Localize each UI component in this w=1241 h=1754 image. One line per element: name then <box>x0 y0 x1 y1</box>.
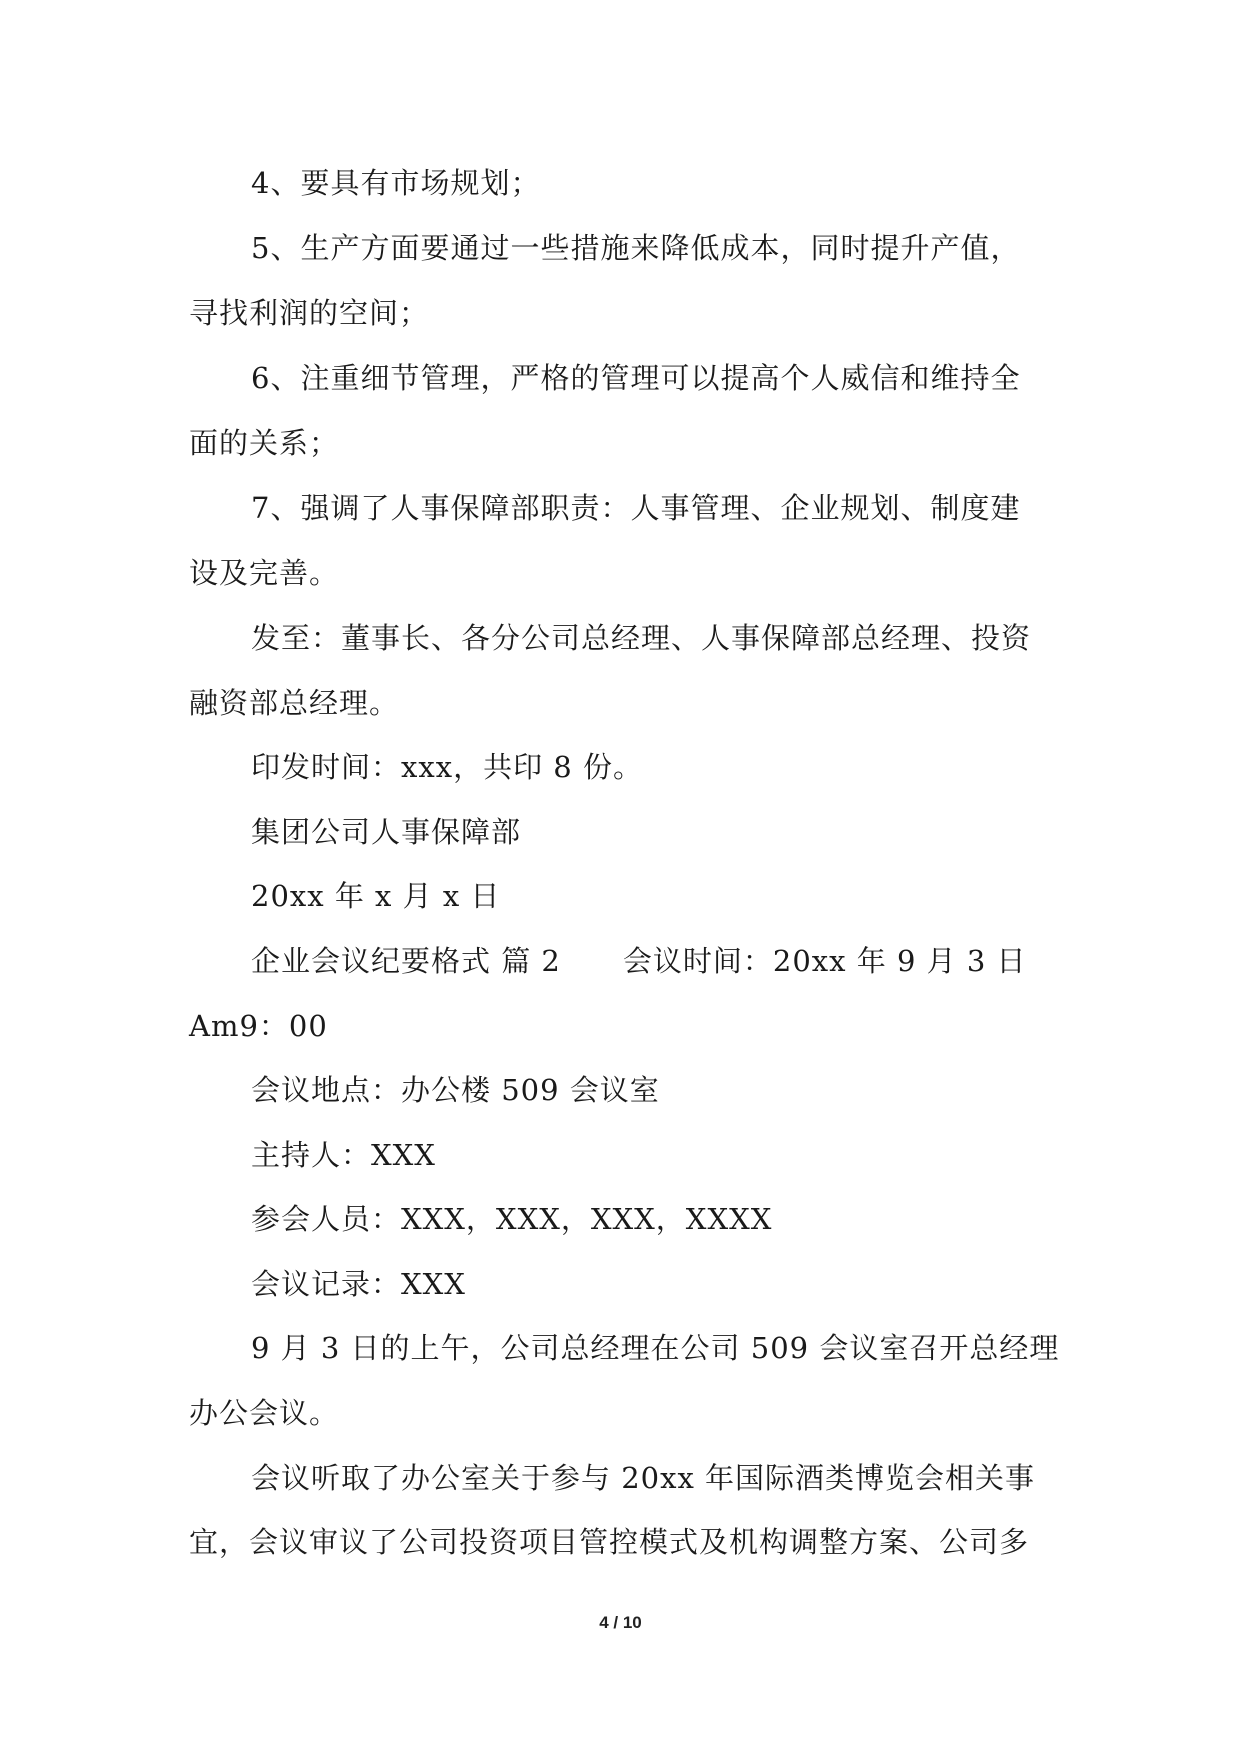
issue-date: 20xx 年 x 月 x 日 <box>251 879 501 913</box>
meeting-summary-cont: 办公会议。 <box>189 1396 340 1430</box>
distribution-line-cont: 融资部总经理。 <box>189 686 400 720</box>
print-info: 印发时间：xxx，共印 8 份。 <box>251 750 643 784</box>
meeting-content: 会议听取了办公室关于参与 20xx 年国际酒类博览会相关事 <box>251 1461 1036 1495</box>
paragraph-item-5-cont: 寻找利润的空间； <box>189 296 430 330</box>
paragraph-item-7: 7、强调了人事保障部职责：人事管理、企业规划、制度建 <box>251 491 1021 525</box>
meeting-location: 会议地点：办公楼 509 会议室 <box>251 1073 660 1107</box>
distribution-line: 发至：董事长、各分公司总经理、人事保障部总经理、投资 <box>251 621 1032 655</box>
meeting-host: 主持人：XXX <box>251 1138 436 1172</box>
paragraph-item-6: 6、注重细节管理，严格的管理可以提高个人威信和维持全 <box>251 361 1021 395</box>
paragraph-item-6-cont: 面的关系； <box>189 426 340 460</box>
paragraph-item-4: 4、要具有市场规划； <box>251 166 541 200</box>
issuer: 集团公司人事保障部 <box>251 815 522 849</box>
page-number: 4 / 10 <box>599 1613 642 1632</box>
meeting-time: 会议时间：20xx 年 9 月 3 日 <box>622 944 1027 978</box>
meeting-attendees: 参会人员：XXX，XXX，XXX，XXXX <box>251 1202 773 1236</box>
paragraph-item-7-cont: 设及完善。 <box>189 556 340 590</box>
section-heading: 企业会议纪要格式 篇 2 <box>251 944 561 978</box>
paragraph-item-5: 5、生产方面要通过一些措施来降低成本，同时提升产值， <box>251 231 1021 265</box>
meeting-summary: 9 月 3 日的上午，公司总经理在公司 509 会议室召开总经理 <box>251 1331 1060 1365</box>
section-heading-row <box>251 941 1027 981</box>
meeting-content-cont: 宜，会议审议了公司投资项目管控模式及机构调整方案、公司多 <box>189 1525 1030 1559</box>
meeting-time-cont: Am9：00 <box>189 1009 328 1043</box>
meeting-recorder: 会议记录：XXX <box>251 1267 466 1301</box>
